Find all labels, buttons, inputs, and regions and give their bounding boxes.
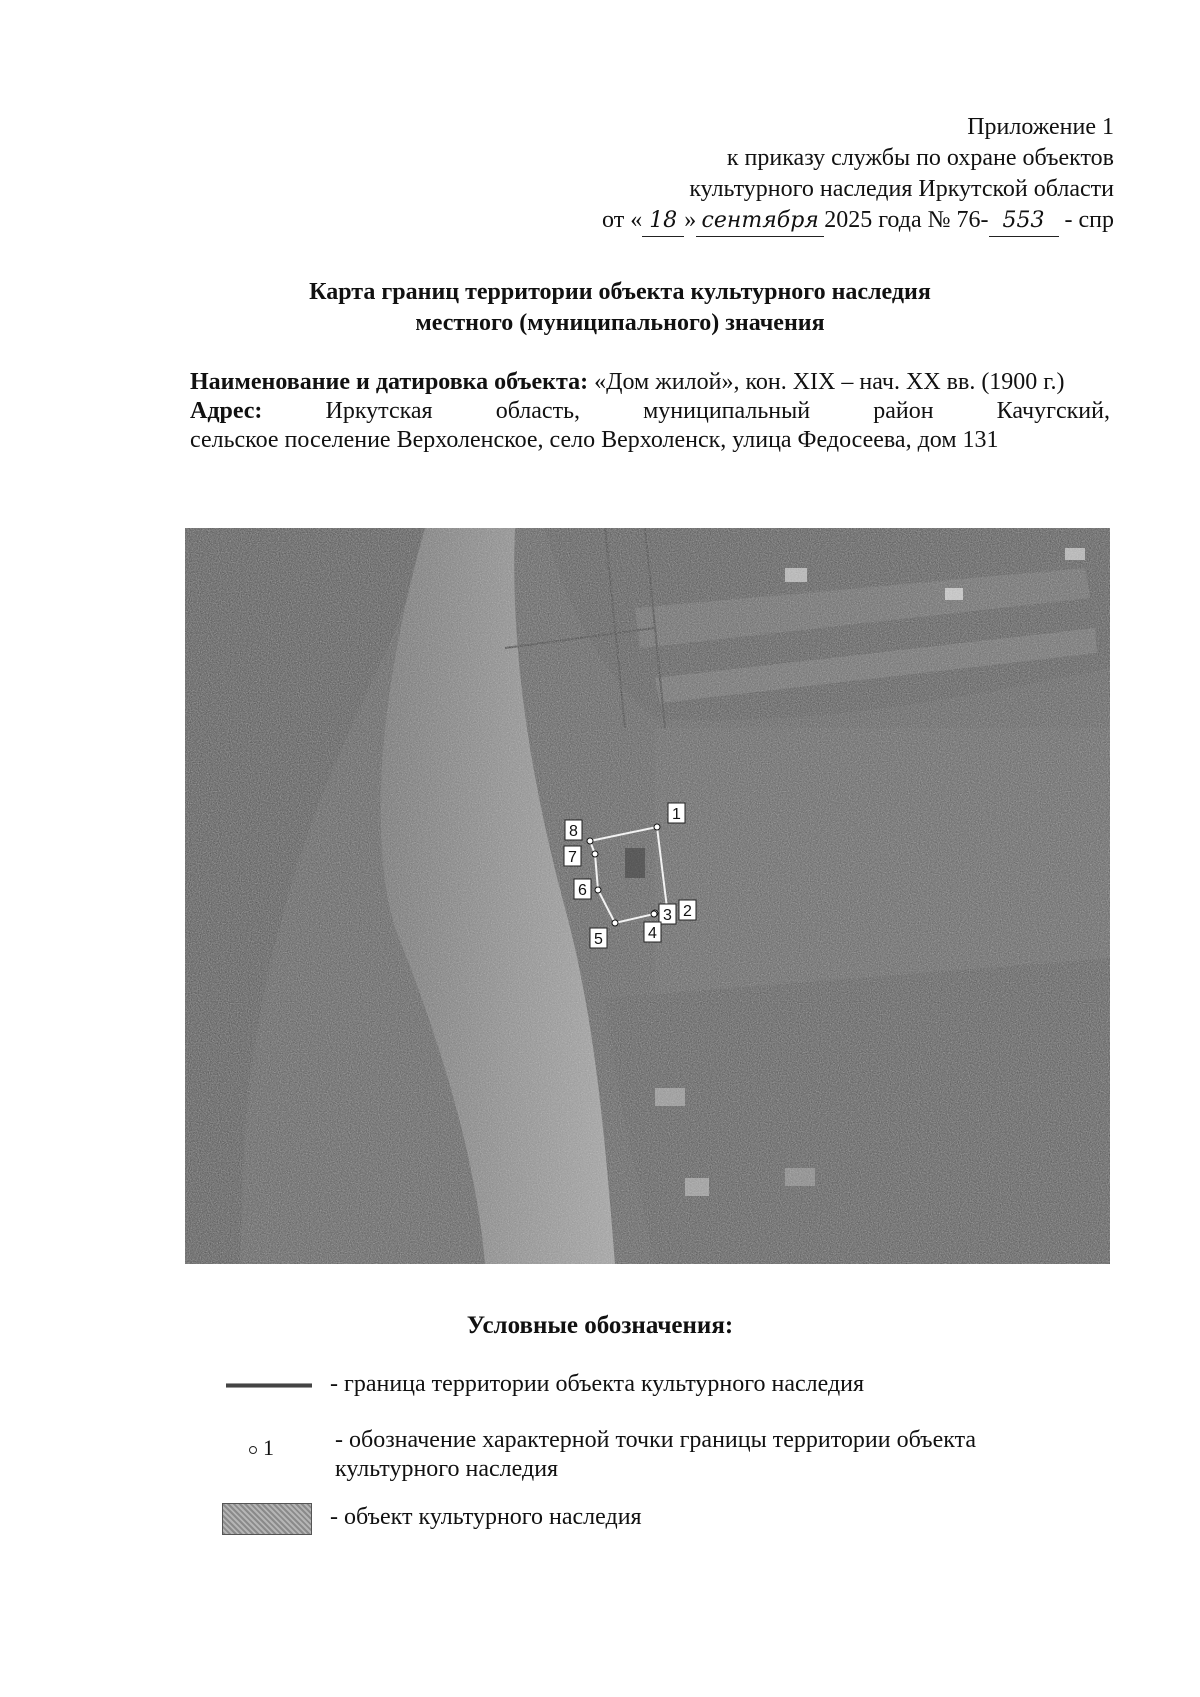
- appendix-order-ref: к приказу службы по охране объектов: [726, 145, 1114, 171]
- handwritten-order-number: 553: [989, 205, 1059, 237]
- point-label-1: 1: [672, 806, 681, 823]
- appendix-header: [602, 112, 1114, 237]
- point-label-2: 2: [683, 903, 692, 920]
- boundary-vertex-8: [587, 838, 593, 844]
- boundary-vertex-4: [651, 911, 657, 917]
- point-label-6: 6: [578, 882, 587, 899]
- handwritten-day: 18: [642, 205, 684, 237]
- point-label-5: 5: [594, 931, 603, 948]
- appendix-title: Приложение 1: [967, 114, 1114, 140]
- object-info: [190, 368, 1110, 455]
- point-dot-icon: [249, 1446, 257, 1454]
- satellite-map: [185, 528, 1110, 1264]
- legend-point-label: - обозначение характерной точки границы территории объекта культурного наследия: [335, 1427, 977, 1482]
- object-name: [190, 368, 1110, 397]
- document-title: Карта границ территории объекта культурного наследия местного (муниципального) значения: [309, 279, 931, 336]
- legend-title: Условные обозначения:: [466, 1312, 734, 1339]
- object-name-value: «Дом жилой», кон. XIX – нач. XX вв. (1900 г.): [594, 369, 1065, 395]
- legend-boundary-label: - граница территории объекта культурного наследия: [330, 1371, 865, 1397]
- boundary-vertex-6: [595, 887, 601, 893]
- appendix-date-line: от « 18 » сентября 2025 года № 76- 553 - спр: [602, 205, 1114, 237]
- point-label-8: 8: [569, 823, 578, 840]
- boundary-vertex-7: [592, 851, 598, 857]
- object-name-label: Наименование и датировка объекта:: [190, 369, 589, 395]
- boundary-vertex-1: [654, 824, 660, 830]
- appendix-authority: культурного наследия Иркутской области: [689, 176, 1114, 202]
- heritage-object-footprint: [625, 848, 645, 878]
- address-line-1: Адрес: Иркутская область, муниципальный район Качугский,: [190, 398, 1110, 424]
- boundary-line-symbol: [226, 1383, 312, 1388]
- address-label: Адрес:: [190, 398, 263, 424]
- legend-object-label: - объект культурного наследия: [330, 1504, 642, 1530]
- point-label-7: 7: [568, 849, 577, 866]
- map-svg: [185, 528, 1110, 1264]
- handwritten-month: сентября: [696, 205, 824, 237]
- heritage-object-symbol: [222, 1503, 312, 1535]
- point-label-4: 4: [648, 925, 657, 942]
- point-symbol: 1: [249, 1435, 274, 1461]
- point-label-3: 3: [663, 907, 672, 924]
- boundary-vertex-5: [612, 920, 618, 926]
- address-line-2: сельское поселение Верхоленское, село Верхоленск, улица Федосеева, дом 131: [190, 427, 999, 453]
